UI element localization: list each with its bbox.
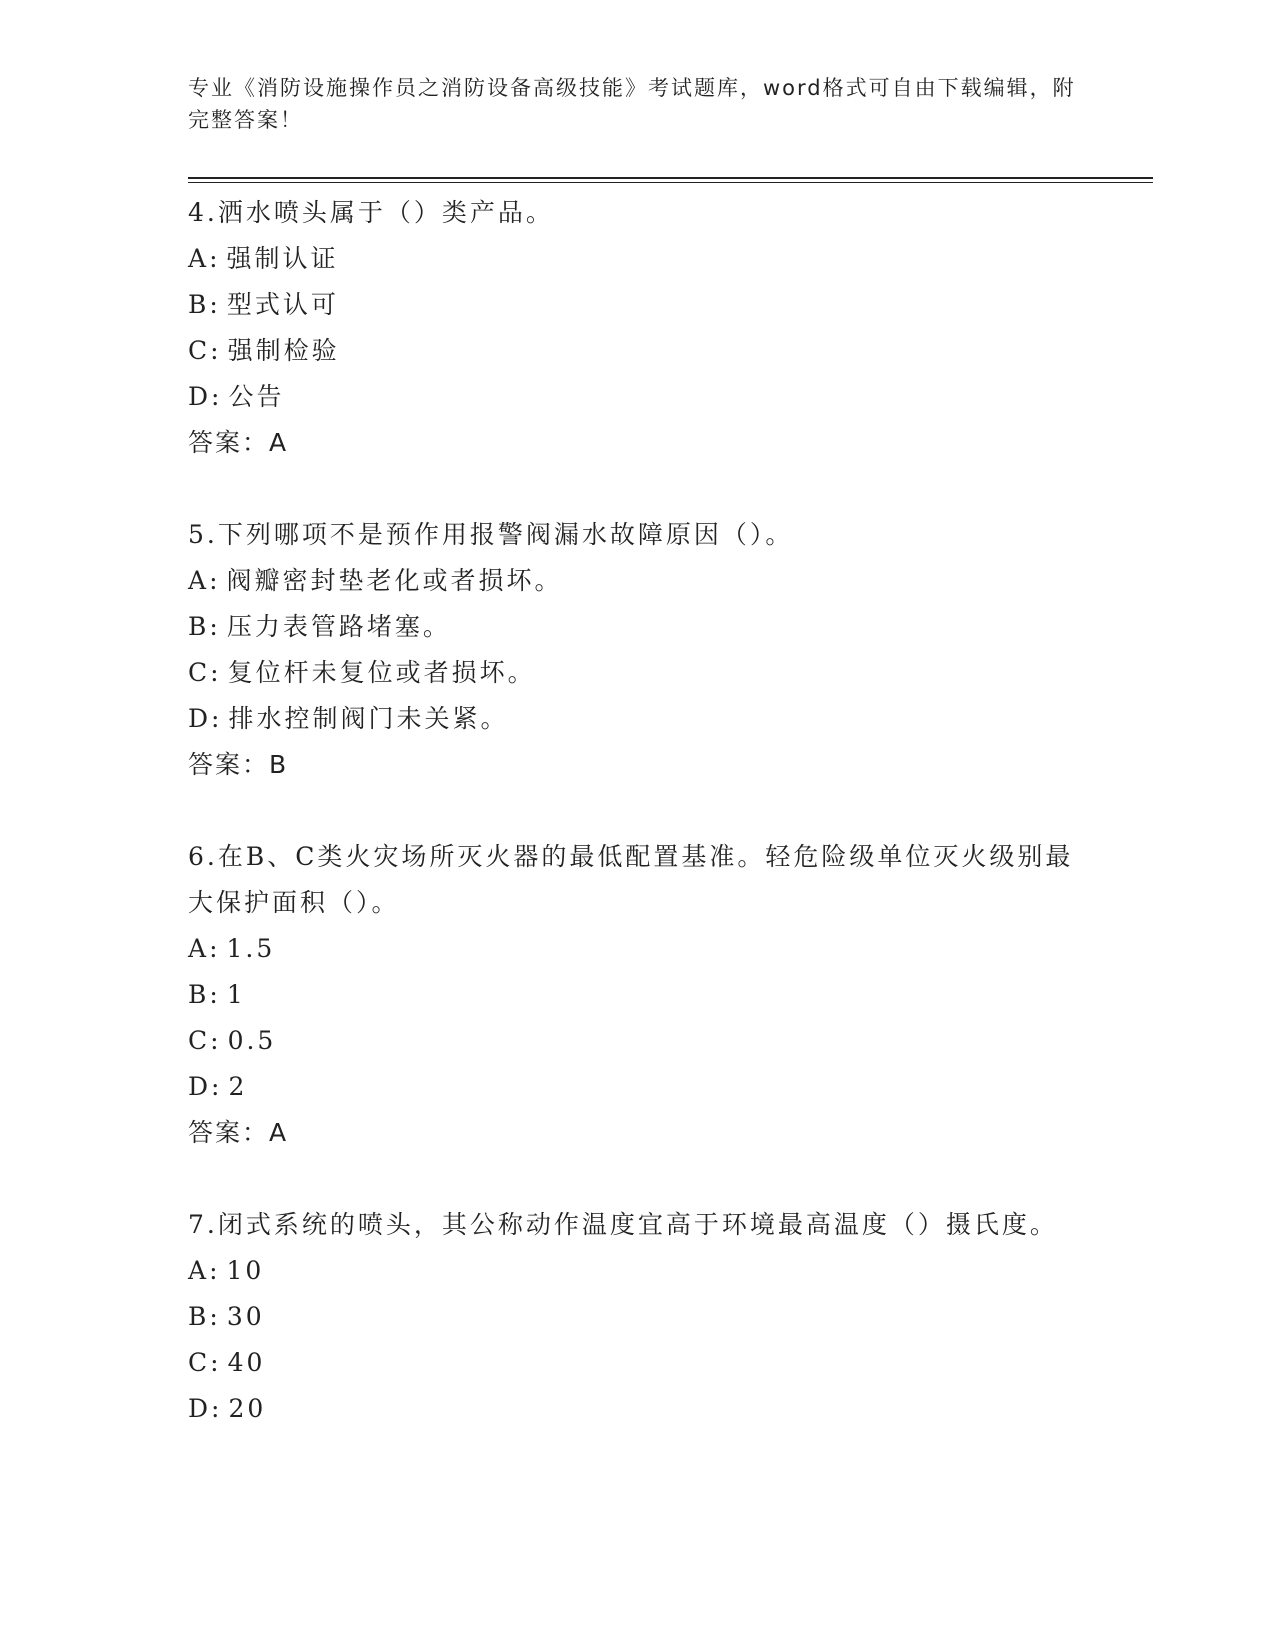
option-text: 排水控制阀门未关紧。 bbox=[228, 704, 509, 733]
option-letter: D bbox=[188, 704, 212, 733]
option-letter: B bbox=[188, 1302, 210, 1331]
answer-line bbox=[188, 420, 1088, 466]
option-letter: A bbox=[188, 1256, 210, 1285]
answer-line bbox=[188, 1110, 1088, 1156]
option-text: 复位杆未复位或者损坏。 bbox=[227, 658, 536, 687]
option-letter: A bbox=[188, 566, 210, 595]
option-text: 公告 bbox=[228, 382, 285, 411]
option-letter: B bbox=[188, 290, 210, 319]
question-stem: 4.洒水喷头属于（）类产品。 bbox=[188, 198, 554, 227]
option-c: C: 0.5 bbox=[188, 1026, 277, 1055]
answer-value: A bbox=[269, 428, 289, 457]
header-divider-thick bbox=[188, 177, 1153, 179]
question-6 bbox=[188, 834, 1088, 1156]
option-a: A: 强制认证 bbox=[188, 244, 339, 273]
option-text: 20 bbox=[228, 1394, 267, 1423]
option-letter: C bbox=[188, 1348, 211, 1377]
answer-label: 答案： bbox=[188, 750, 270, 779]
document-header: 专业《消防设施操作员之消防设备高级技能》考试题库，word格式可自由下载编辑，附完整答案！ bbox=[188, 76, 1076, 132]
option-d: D: 公告 bbox=[188, 382, 285, 411]
option-b: B: 30 bbox=[188, 1302, 265, 1331]
question-stem: 6.在B、C类火灾场所灭火器的最低配置基准。轻危险级单位灭火级别最大保护面积（）。 bbox=[188, 842, 1074, 917]
answer-label: 答案： bbox=[188, 428, 270, 457]
question-7 bbox=[188, 1202, 1088, 1432]
option-b: B: 压力表管路堵塞。 bbox=[188, 612, 451, 641]
option-text: 型式认可 bbox=[226, 290, 339, 319]
option-letter: B bbox=[188, 980, 210, 1009]
question-list bbox=[188, 190, 1088, 1478]
option-text: 压力表管路堵塞。 bbox=[226, 612, 451, 641]
option-text: 40 bbox=[227, 1348, 266, 1377]
option-text: 30 bbox=[226, 1302, 265, 1331]
option-b: B: 型式认可 bbox=[188, 290, 339, 319]
option-a: A: 1.5 bbox=[188, 934, 276, 963]
question-stem: 7.闭式系统的喷头，其公称动作温度宜高于环境最高温度（）摄氏度。 bbox=[188, 1210, 1058, 1239]
option-c: C: 强制检验 bbox=[188, 336, 340, 365]
question-4 bbox=[188, 190, 1088, 466]
option-c: C: 40 bbox=[188, 1348, 266, 1377]
answer-line bbox=[188, 742, 1088, 788]
option-text: 强制检验 bbox=[227, 336, 340, 365]
option-letter: D bbox=[188, 382, 212, 411]
option-c: C: 复位杆未复位或者损坏。 bbox=[188, 658, 536, 687]
option-d: D: 排水控制阀门未关紧。 bbox=[188, 704, 509, 733]
option-d: D: 20 bbox=[188, 1394, 267, 1423]
option-letter: C bbox=[188, 658, 211, 687]
answer-value: B bbox=[269, 750, 289, 779]
question-stem: 5.下列哪项不是预作用报警阀漏水故障原因（）。 bbox=[188, 520, 794, 549]
option-text: 阀瓣密封垫老化或者损坏。 bbox=[226, 566, 563, 595]
option-a: A: 10 bbox=[188, 1256, 265, 1285]
option-text: 1 bbox=[226, 980, 246, 1009]
question-5 bbox=[188, 512, 1088, 788]
answer-value: A bbox=[269, 1118, 289, 1147]
option-d: D: 2 bbox=[188, 1072, 248, 1101]
header-divider-thin bbox=[188, 182, 1153, 183]
answer-label: 答案： bbox=[188, 1118, 270, 1147]
option-letter: B bbox=[188, 612, 210, 641]
option-letter: A bbox=[188, 934, 210, 963]
option-a: A: 阀瓣密封垫老化或者损坏。 bbox=[188, 566, 563, 595]
option-letter: C bbox=[188, 336, 211, 365]
option-text: 2 bbox=[228, 1072, 248, 1101]
option-text: 强制认证 bbox=[226, 244, 339, 273]
option-letter: D bbox=[188, 1394, 212, 1423]
option-letter: A bbox=[188, 244, 210, 273]
option-text: 10 bbox=[226, 1256, 265, 1285]
option-letter: D bbox=[188, 1072, 212, 1101]
option-letter: C bbox=[188, 1026, 211, 1055]
option-b: B: 1 bbox=[188, 980, 246, 1009]
option-text: 0.5 bbox=[227, 1026, 277, 1055]
option-text: 1.5 bbox=[226, 934, 276, 963]
